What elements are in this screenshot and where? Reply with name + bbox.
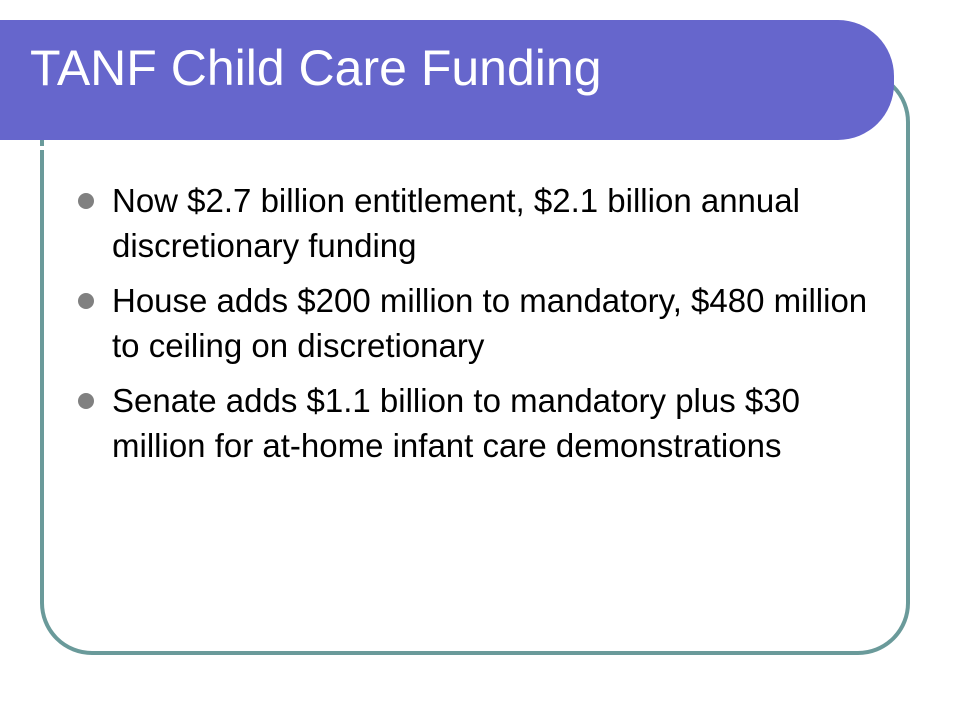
title-underline	[0, 146, 848, 150]
bullet-text: Now $2.7 billion entitlement, $2.1 billion annual discretionary funding	[112, 182, 800, 264]
slide-title: TANF Child Care Funding	[30, 40, 602, 96]
bullet-item	[78, 278, 878, 368]
bullet-dot-icon	[78, 293, 94, 309]
bullet-dot-icon	[78, 393, 94, 409]
bullet-text: House adds $200 million to mandatory, $480 million to ceiling on discretionary	[112, 282, 868, 364]
bullet-item	[78, 178, 878, 268]
bullet-text: Senate adds $1.1 billion to mandatory plus $30 million for at-home infant care demonstrations	[112, 382, 800, 464]
bullet-dot-icon	[78, 193, 94, 209]
bullet-list	[78, 178, 878, 478]
bullet-item	[78, 378, 878, 468]
